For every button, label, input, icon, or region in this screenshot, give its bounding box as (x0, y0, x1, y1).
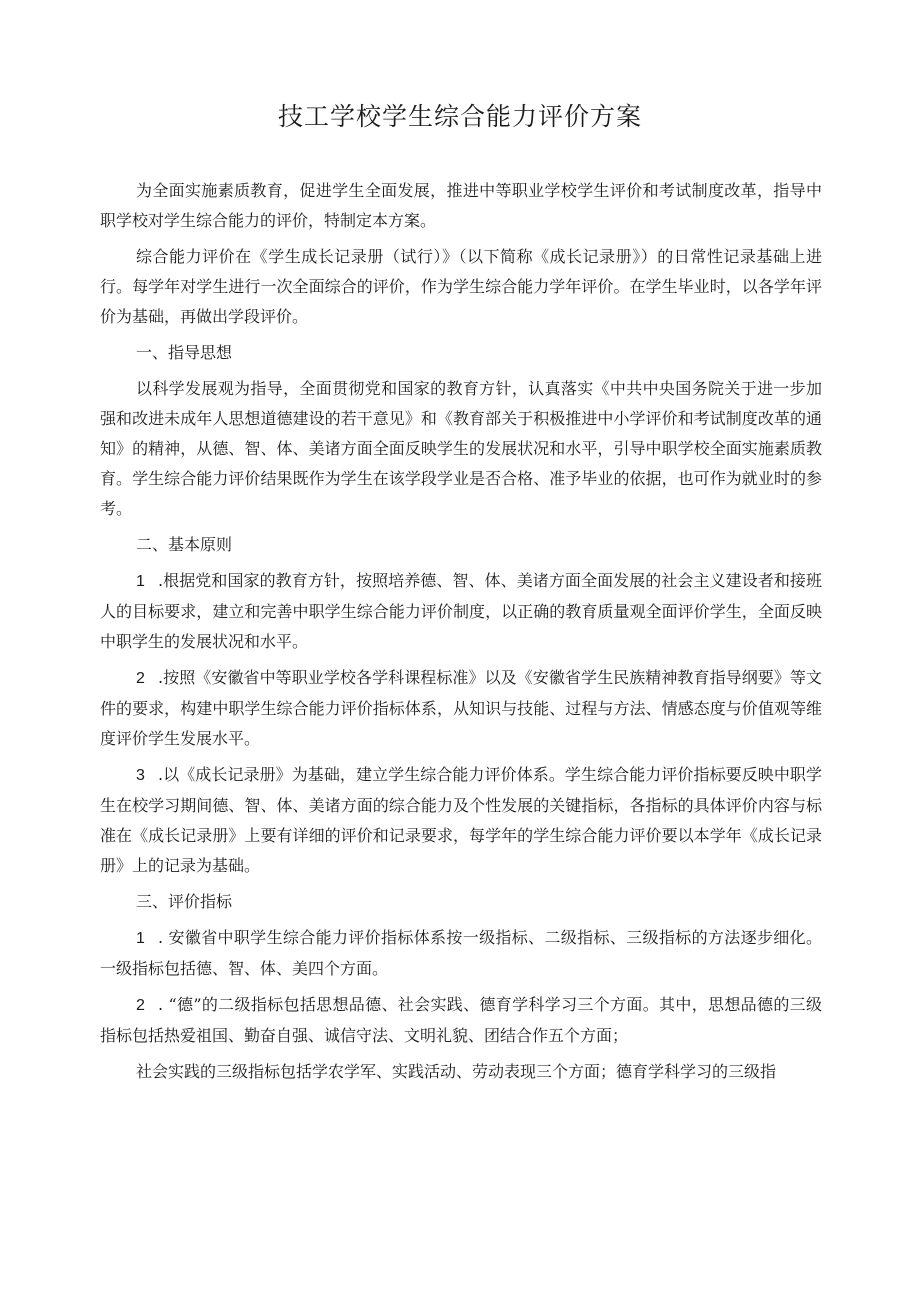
item-text: .按照《安徽省中等职业学校各学科课程标准》以及《安徽省学生民族精神教育指导纲要》等文件的要求，构建中职学生综合能力评价指标体系，从知识与技能、过程与方法、情感态度与价值观等维度评价学生发展水平。 (100, 668, 822, 748)
section-1-heading: 一、指导思想 (136, 343, 233, 362)
item-number: 1 (136, 573, 145, 590)
item-text: .以《成长记录册》为基础，建立学生综合能力评价体系。学生综合能力评价指标要反映中职学生在校学习期间德、智、体、美诸方面的综合能力及个性发展的关键指标，各指标的具体评价内容与标准在《成长记录册》上要有详细的评价和记录要求，每学年的学生综合能力评价要以本学年《成长记录册》上的记录为基础。 (100, 765, 822, 875)
section-2-item-1 (100, 566, 822, 663)
item-text: . 安徽省中职学生综合能力评价指标体系按一级指标、二级指标、三级指标的方法逐步细化。一级指标包括德、智、体、美四个方面。 (100, 928, 822, 978)
section-2-item-2 (100, 663, 822, 760)
item-number: 3 (136, 767, 145, 784)
section-3-item-2 (100, 990, 822, 1057)
item-number: 2 (136, 997, 145, 1014)
intro-paragraph-2: 综合能力评价在《学生成长记录册（试行）》（以下简称《成长记录册》）的日常性记录基础上进行。每学年对学生进行一次全面综合的评价，作为学生综合能力学年评价。在学生毕业时，以各学年评价为基础，再做出学段评价。 (100, 247, 822, 326)
section-3-heading: 三、评价指标 (136, 892, 233, 911)
section-3-tail-paragraph: 社会实践的三级指标包括学农学军、实践活动、劳动表现三个方面；德育学科学习的三级指 (136, 1062, 777, 1081)
document-body (100, 176, 822, 1093)
item-number: 1 (136, 930, 145, 947)
intro-paragraph-1: 为全面实施素质教育，促进学生全面发展，推进中等职业学校学生评价和考试制度改革，指导中职学校对学生综合能力的评价，特制定本方案。 (100, 181, 822, 230)
document-title: 技工学校学生综合能力评价方案 (277, 102, 642, 131)
section-2-heading: 二、基本原则 (136, 535, 233, 554)
section-2-item-3 (100, 760, 822, 887)
section-3-item-1 (100, 923, 822, 990)
item-text: .根据党和国家的教育方针，按照培养德、智、体、美诸方面全面发展的社会主义建设者和接班人的目标要求，建立和完善中职学生综合能力评价制度，以正确的教育质量观全面评价学生，全面反映中职学生的发展状况和水平。 (100, 571, 822, 651)
item-text: . “德”的二级指标包括思想品德、社会实践、德育学科学习三个方面。其中，思想品德的三级指标包括热爱祖国、勤奋自强、诚信守法、文明礼貌、团结合作五个方面； (100, 995, 822, 1045)
section-1-paragraph: 以科学发展观为指导，全面贯彻党和国家的教育方针，认真落实《中共中央国务院关于进一步加强和改进未成年人思想道德建设的若干意见》和《教育部关于积极推进中小学评价和考试制度改革的通知》的精神，从德、智、体、美诸方面全面反映学生的发展状况和水平，引导中职学校全面实施素质教育。学生综合能力评价结果既作为学生在该学段学业是否合格、准予毕业的依据，也可作为就业时的参考。 (100, 379, 822, 518)
item-number: 2 (136, 670, 145, 687)
